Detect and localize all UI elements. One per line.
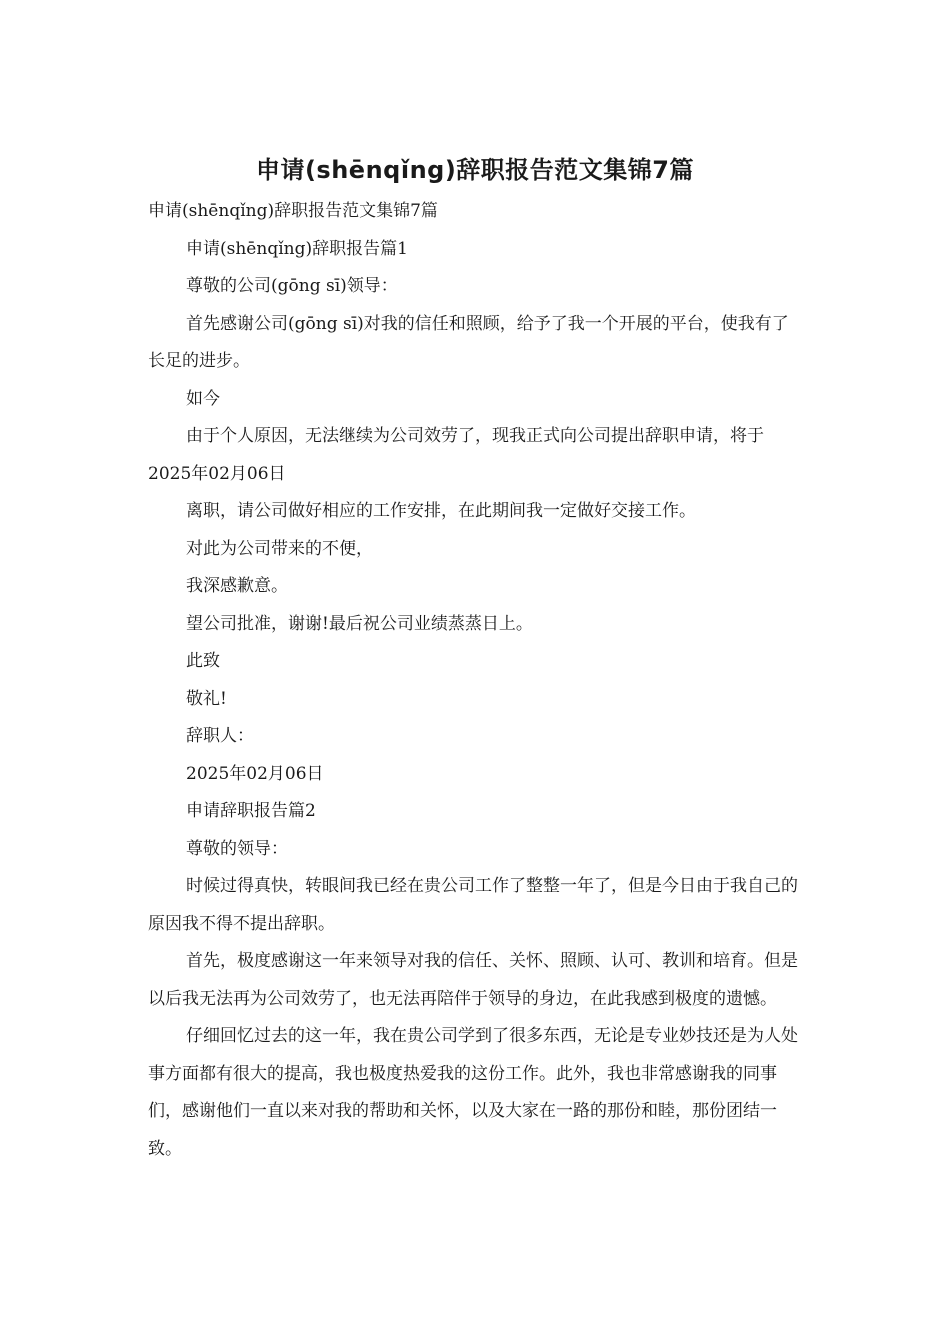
body-paragraph: 离职，请公司做好相应的工作安排，在此期间我一定做好交接工作。 xyxy=(186,501,696,521)
body-paragraph: 时候过得真快，转眼间我已经在贵公司工作了整整一年了，但是今日由于我自己的原因我不得不提出辞职。 xyxy=(148,876,798,934)
body-paragraph: 我深感歉意。 xyxy=(186,576,288,596)
body-paragraph: 尊敬的领导： xyxy=(186,838,288,859)
body-paragraph: 尊敬的公司(gōng sī)领导： xyxy=(186,276,398,296)
body-paragraph: 2025年02月06日 xyxy=(186,763,324,784)
body-paragraph: 望公司批准，谢谢!最后祝公司业绩蒸蒸日上。 xyxy=(186,613,533,634)
document-title: 申请(shēnqǐng)辞职报告范文集锦7篇 xyxy=(255,156,695,184)
body-paragraph: 首先，极度感谢这一年来领导对我的信任、关怀、照顾、认可、教训和培育。但是以后我无法再为公司效劳了，也无法再陪伴于领导的身边，在此我感到极度的遗憾。 xyxy=(148,951,798,1009)
body-paragraph: 敬礼! xyxy=(186,688,227,709)
body-paragraph: 申请辞职报告篇2 xyxy=(186,801,316,821)
body-paragraph: 对此为公司带来的不便， xyxy=(186,538,373,559)
document-body xyxy=(148,193,802,1168)
body-paragraph: 仔细回忆过去的这一年，我在贵公司学到了很多东西，无论是专业妙技还是为人处事方面都有很大的提高，我也极度热爱我的这份工作。此外，我也非常感谢我的同事们，感谢他们一直以来对我的帮助和关怀，以及大家在一路的那份和睦，那份团结一致。 xyxy=(148,1026,798,1159)
body-paragraph: 首先感谢公司(gōng sī)对我的信任和照顾，给予了我一个开展的平台，使我有了长足的进步。 xyxy=(148,313,789,371)
body-paragraph: 如今 xyxy=(186,388,220,409)
body-paragraph: 辞职人： xyxy=(186,726,254,746)
body-paragraph: 由于个人原因，无法继续为公司效劳了，现我正式向公司提出辞职申请，将于2025年02月06日 xyxy=(148,426,764,484)
body-paragraph: 申请(shēnqǐng)辞职报告范文集锦7篇 xyxy=(148,201,438,221)
body-paragraph: 此致 xyxy=(186,651,220,671)
body-paragraph: 申请(shēnqǐng)辞职报告篇1 xyxy=(186,238,408,259)
